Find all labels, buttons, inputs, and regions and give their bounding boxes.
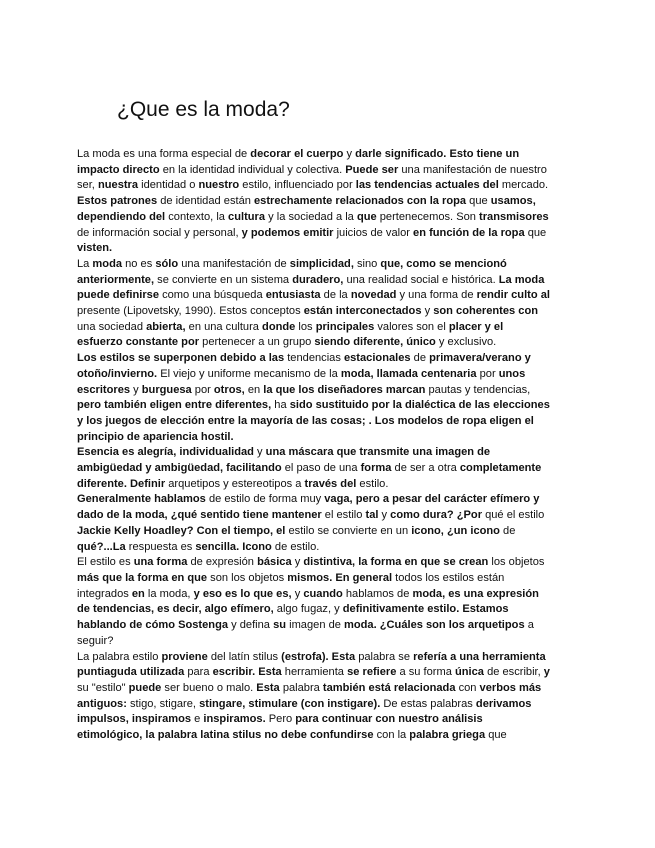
bold-text-run: donde — [262, 320, 296, 333]
text-run: identidad o — [138, 179, 199, 192]
text-run: hablamos de — [342, 587, 413, 600]
text-run: De estas palabras — [380, 697, 476, 710]
bold-text-run: (estrofa). Esta — [281, 650, 356, 663]
bold-text-run: Esta — [256, 681, 280, 694]
bold-text-run: inspiramos. — [203, 713, 266, 726]
bold-text-run: una máscara que transmite una imagen de ambigüedad y ambigüedad, facilitando — [77, 446, 491, 475]
text-run: sino — [353, 257, 381, 270]
text-run: en — [244, 383, 264, 396]
text-run: Pero — [265, 713, 296, 726]
paragraph — [77, 147, 550, 257]
text-run: respuesta es — [125, 540, 196, 553]
text-run: tendencias — [284, 352, 344, 365]
bold-text-run: tal — [365, 509, 379, 522]
text-run: de — [499, 524, 516, 537]
bold-text-run: burguesa — [141, 383, 192, 396]
text-run: que — [466, 195, 491, 208]
text-run: stigo, stigare, — [126, 697, 200, 710]
text-run: El estilo es — [77, 556, 134, 569]
bold-text-run: completamente diferente. Definir — [77, 462, 542, 490]
bold-text-run: novedad — [350, 289, 397, 302]
text-run: en la identidad individual y colectiva. — [159, 163, 346, 176]
text-run: palabra — [279, 681, 323, 694]
text-run: e — [191, 713, 204, 726]
text-run: mercado. — [498, 179, 549, 192]
document-title: ¿Que es la moda? — [117, 98, 290, 121]
text-run: a su forma — [396, 666, 455, 679]
bold-text-run: y — [543, 666, 550, 679]
bold-text-run: moda, llamada centenaria — [340, 367, 477, 380]
paragraph — [77, 492, 550, 555]
text-run: y — [421, 305, 434, 318]
bold-text-run: Generalmente hablamos — [77, 493, 206, 506]
bold-text-run: más que la forma en que — [77, 571, 208, 584]
bold-text-run: visten. — [77, 242, 113, 255]
bold-text-run: entusiasta — [265, 289, 321, 302]
text-run: del latín stilus — [207, 650, 282, 663]
bold-text-run: Esencia es alegría, individualidad — [77, 446, 254, 459]
bold-text-run: para continuar con nuestro análisis etimológico, la palabra latina stilus no debe confundirse — [77, 713, 483, 742]
paragraph — [77, 351, 550, 445]
text-run: estilo, influenciado por — [239, 179, 356, 192]
bold-text-run: también está relacionada — [322, 681, 456, 694]
bold-text-run: primavera/verano y otoño/invierno. — [77, 352, 531, 380]
text-run: juicios de valor — [333, 226, 414, 239]
bold-text-run: las tendencias actuales del — [355, 179, 499, 192]
text-run: de la — [320, 289, 351, 302]
bold-text-run: una forma — [133, 556, 188, 569]
text-run: a seguir? — [77, 619, 534, 647]
bold-text-run: nuestra — [97, 179, 139, 192]
bold-text-run: cultura — [228, 210, 266, 223]
text-run: La moda es una forma especial de — [77, 148, 251, 160]
text-run: ha — [271, 399, 290, 412]
bold-text-run: decorar el cuerpo — [250, 148, 344, 160]
text-run: de expresión — [187, 556, 258, 569]
bold-text-run: simplicidad, — [289, 257, 354, 270]
bold-text-run: derivamos impulsos, inspiramos — [77, 697, 532, 726]
text-run: y — [378, 509, 391, 522]
bold-text-run: moda, es una expresión de tendencias, es decir, algo efímero, — [77, 587, 539, 616]
text-run: pertenecemos. Son — [376, 210, 480, 223]
bold-text-run: puede — [128, 681, 162, 694]
text-run: y la sociedad a la — [265, 210, 357, 223]
text-run: su "estilo" — [77, 681, 129, 694]
document-body — [77, 147, 550, 744]
bold-text-run: forma — [360, 462, 392, 475]
text-run: por — [476, 367, 499, 380]
bold-text-run: estrechamente relacionados con la ropa — [254, 195, 467, 208]
text-run: pautas y tendencias, — [425, 383, 531, 396]
text-run: una sociedad — [77, 320, 147, 333]
bold-text-run: moda. ¿Cuáles son los arquetipos — [344, 619, 525, 632]
bold-text-run: Los estilos se superponen debido a las — [77, 352, 285, 365]
bold-text-run: que — [356, 210, 377, 223]
paragraph — [77, 445, 550, 492]
paragraph — [77, 555, 550, 649]
text-run: con la — [373, 729, 410, 742]
text-run: y — [130, 383, 142, 396]
text-run: valores son el — [374, 320, 449, 333]
bold-text-run: son coherentes con — [433, 305, 539, 318]
text-run: La palabra estilo — [77, 650, 162, 663]
bold-text-run: proviene — [161, 650, 208, 663]
bold-text-run: principales — [315, 320, 375, 333]
text-run: como una búsqueda — [159, 289, 266, 302]
text-run: con — [455, 681, 480, 694]
text-run: de información social y personal, — [77, 226, 242, 239]
text-run: una realidad social e histórica. — [343, 273, 499, 286]
text-run: el paso de una — [281, 462, 361, 475]
bold-text-run: darle significado. Esto tiene un impacto directo — [77, 148, 520, 176]
bold-text-run: estacionales — [343, 352, 411, 365]
paragraph — [77, 650, 550, 744]
text-run: y — [291, 556, 304, 569]
text-run: y — [343, 148, 356, 160]
bold-text-run: duradero, — [292, 273, 344, 286]
text-run: pertenecer a un grupo — [199, 336, 315, 349]
text-run: la moda, — [144, 587, 194, 600]
text-run: se convierte en un sistema — [154, 273, 293, 286]
text-run: no es — [122, 257, 156, 270]
bold-text-run: su — [273, 619, 287, 632]
text-run: y una forma de — [396, 289, 477, 302]
text-run: imagen de — [286, 619, 344, 632]
text-run: y — [253, 446, 266, 459]
bold-text-run: vaga, pero a pesar del carácter efímero y dado de la moda, ¿qué sentido tiene mantener — [77, 493, 540, 522]
text-run: de escribir, — [483, 666, 544, 679]
bold-text-run: sólo — [155, 257, 179, 270]
text-run: por — [191, 383, 214, 396]
bold-text-run: sido sustituido por la dialéctica de las elecciones y los juegos de elección entre la mayoría de las cosas; . Los modelos de ropa eligen el principio de apariencia hostil. — [77, 399, 550, 443]
bold-text-run: única — [455, 666, 484, 679]
bold-text-run: pero también eligen entre diferentes, — [77, 399, 272, 412]
bold-text-run: transmisores — [479, 210, 549, 223]
bold-text-run: en — [131, 587, 145, 600]
bold-text-run: rendir culto al — [476, 289, 550, 302]
paragraph — [77, 257, 550, 351]
bold-text-run: mismos. En general — [287, 571, 393, 584]
bold-text-run: refería a una herramienta puntiaguda utilizada — [77, 650, 546, 679]
text-run: ser bueno o malo. — [161, 681, 257, 694]
text-run: herramienta — [281, 666, 348, 679]
text-run: estilo. — [356, 477, 389, 490]
bold-text-run: otros, — [213, 383, 245, 396]
bold-text-run: icono, ¿un icono — [411, 524, 500, 537]
text-run: y defina — [228, 619, 274, 632]
bold-text-run: distintiva, la forma en que se crean — [303, 556, 489, 569]
bold-text-run: qué?...La — [77, 540, 126, 553]
text-run: los objetos — [488, 556, 545, 569]
bold-text-run: definitivamente estilo. Estamos hablando de cómo Sostenga — [77, 603, 509, 632]
bold-text-run: y podemos emitir — [241, 226, 334, 239]
bold-text-run: básica — [257, 556, 292, 569]
bold-text-run: siendo diferente, único — [314, 336, 436, 349]
text-run: de estilo de forma muy — [205, 493, 325, 506]
bold-text-run: La moda puede definirse — [77, 273, 545, 302]
text-run: en una cultura — [185, 320, 263, 333]
bold-text-run: verbos más antiguos: — [77, 681, 542, 710]
text-run: La — [77, 257, 93, 270]
text-run: palabra se — [355, 650, 414, 663]
text-run: arquetipos y estereotipos a — [165, 477, 305, 490]
text-run: y exclusivo. — [435, 336, 497, 349]
bold-text-run: unos escritores — [77, 367, 526, 396]
text-run: de ser a otra — [391, 462, 460, 475]
bold-text-run: se refiere — [347, 666, 397, 679]
text-run: algo fugaz, y — [273, 603, 343, 616]
bold-text-run: y eso es lo que es, — [193, 587, 292, 600]
bold-text-run: abierta, — [146, 320, 186, 333]
text-run: para — [184, 666, 213, 679]
bold-text-run: Puede ser — [345, 163, 399, 176]
text-run: presente (Lipovetsky, 1990). Estos conceptos — [77, 305, 304, 318]
text-run: que — [524, 226, 547, 239]
text-run: contexto, la — [165, 210, 229, 223]
bold-text-run: stingare, stimulare (con instigare). — [199, 697, 381, 710]
bold-text-run: escribir. Esta — [212, 666, 282, 679]
bold-text-run: que, como se mencionó anteriormente, — [77, 257, 507, 286]
text-run: son los objetos — [207, 571, 288, 584]
text-run: el estilo — [321, 509, 366, 522]
text-run: de estilo. — [271, 540, 320, 553]
bold-text-run: cuando — [303, 587, 343, 600]
bold-text-run: palabra griega — [409, 729, 486, 742]
text-run: de — [410, 352, 430, 365]
bold-text-run: como dura? ¿Por — [390, 509, 483, 522]
bold-text-run: moda — [92, 257, 123, 270]
bold-text-run: están interconectados — [303, 305, 422, 318]
text-run: estilo se convierte en un — [285, 524, 412, 537]
text-run: El viejo y uniforme mecanismo de la — [157, 367, 341, 380]
bold-text-run: Jackie Kelly Hoadley? Con el tiempo, el — [77, 524, 286, 537]
bold-text-run: través del — [304, 477, 357, 490]
text-run: una manifestación de nuestro ser, — [77, 163, 547, 192]
bold-text-run: sencilla. Icono — [195, 540, 272, 553]
text-run: una manifestación de — [178, 257, 290, 270]
text-run: y — [291, 587, 304, 600]
bold-text-run: placer y el esfuerzo constante por — [77, 320, 504, 349]
text-run: qué el estilo — [482, 509, 545, 522]
bold-text-run: nuestro — [198, 179, 240, 192]
bold-text-run: Estos patrones — [77, 195, 158, 208]
bold-text-run: en función de la ropa — [413, 226, 525, 239]
text-run: todos los estilos están integrados — [77, 571, 505, 600]
text-run: los — [295, 320, 316, 333]
text-run: de identidad están — [157, 195, 254, 208]
text-run: que — [485, 729, 507, 742]
bold-text-run: usamos, dependiendo del — [77, 195, 536, 223]
bold-text-run: la que los diseñadores marcan — [263, 383, 426, 396]
